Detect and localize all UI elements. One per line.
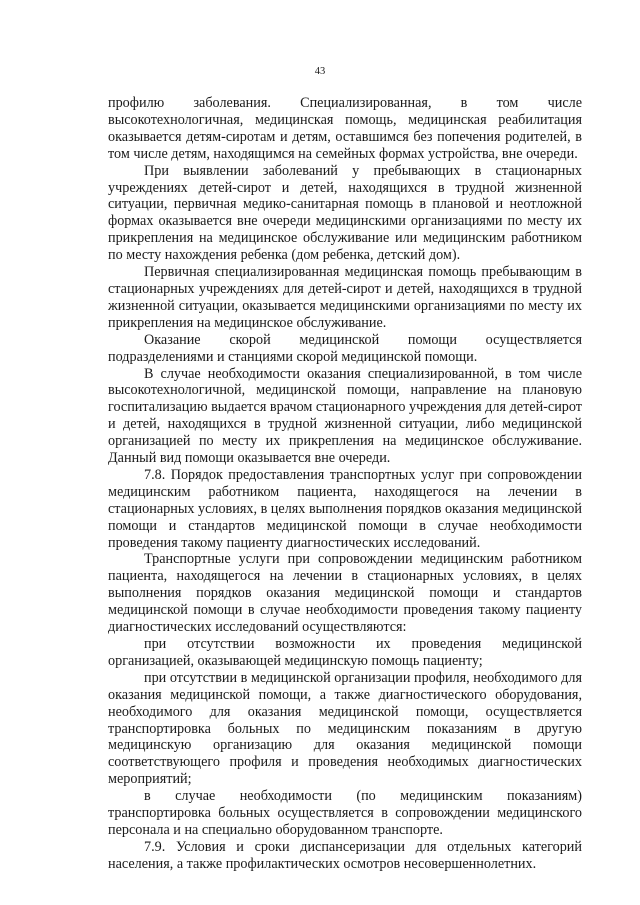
section-7-8-heading: 7.8. Порядок предоставления транспортных услуг при сопровождении медицинским работником пациента, находящегося на лечении в стационарных условиях, в целях выполнения порядков оказания медицинской помощи и стандартов медицинской помощи в случае необходимости проведения такому пациенту диагностических исследований. (108, 466, 582, 551)
paragraph: Оказание скорой медицинской помощи осуществляется подразделениями и станциями скорой медицинской помощи. (108, 331, 582, 365)
list-item: при отсутствии возможности их проведения медицинской организацией, оказывающей медицинскую помощь пациенту; (108, 636, 582, 669)
paragraph-continuation: профилю заболевания. Специализированная, в том числе высокотехнологичная, медицинская помощь, медицинская реабилитация оказывается детям-сиротам и детям, оставшимся без попечения родителей, в том числе детям, находящимся на семейных формах устройства, вне очереди. (108, 95, 582, 162)
section-7-9-heading: 7.9. Условия и сроки диспансеризации для отдельных категорий населения, а также профилактических осмотров несовершеннолетних. (108, 838, 582, 872)
paragraph: Первичная специализированная медицинская помощь пребывающим в стационарных учреждениях для детей-сирот и детей, находящихся в трудной жизненной ситуации, оказывается медицинскими организациями по месту их прикрепления на медицинское обслуживание. (108, 264, 582, 331)
paragraph: При выявлении заболеваний у пребывающих в стационарных учреждениях детей-сирот и детей, находящихся в трудной жизненной ситуации, первичная медико-санитарная помощь в плановой и неотложной формах оказывается вне очереди медицинскими организациями по месту их прикрепления на медицинское обслуживание или медицинским работником по месту нахождения ребенка (дом ребенка, детский дом). (108, 162, 582, 264)
list-item: при отсутствии в медицинской организации профиля, необходимого для оказания медицинской помощи, а также диагностического оборудования, необходимого для оказания медицинской помощи, осуществляется транспортировка больных по медицинским показаниям в другую медицинскую организацию для оказания медицинской помощи соответствующего профиля и проведения необходимых диагностических мероприятий; (108, 669, 582, 788)
page-number: 43 (314, 66, 326, 77)
list-item: в случае необходимости (по медицинским показаниям) транспортировка больных осуществляется в сопровождении медицинского персонала и на специально оборудованном транспорте. (108, 788, 582, 838)
paragraph: В случае необходимости оказания специализированной, в том числе высокотехнологичной, медицинской помощи, направление на плановую госпитализацию выдается врачом стационарного учреждения для детей-сирот и детей, находящихся в трудной жизненной ситуации, либо медицинской организацией по месту их прикрепления на медицинское обслуживание. Данный вид помощи оказывается вне очереди. (108, 365, 582, 467)
document-body (108, 95, 582, 873)
paragraph: Транспортные услуги при сопровождении медицинским работником пациента, находящегося на лечении в стационарных условиях, в целях выполнения порядков оказания медицинской помощи и стандартов медицинской помощи в случае необходимости проведения такому пациенту диагностических исследований осуществляются: (108, 551, 582, 636)
